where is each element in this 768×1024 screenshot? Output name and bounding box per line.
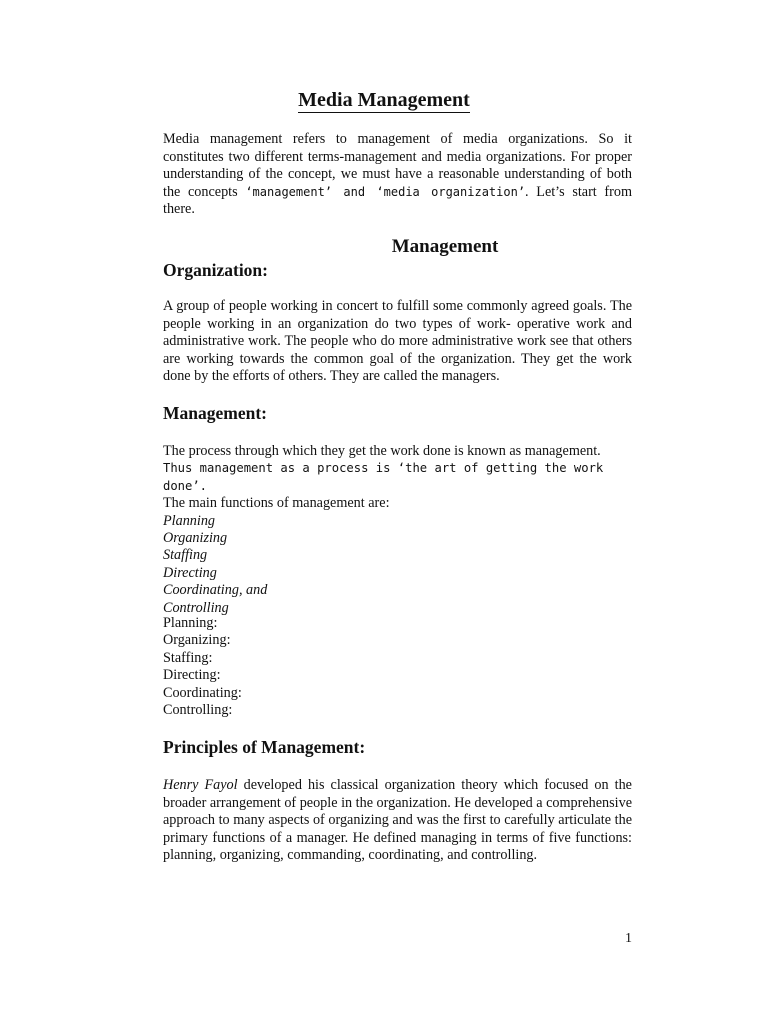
author-name: Henry Fayol (163, 777, 238, 793)
list-item: Controlling (163, 599, 229, 616)
page-number: 1 (625, 931, 632, 946)
management-body (163, 443, 632, 617)
management-line-3: The main functions of management are: (163, 495, 390, 512)
list-item: Controlling: (163, 702, 233, 719)
list-item: Directing (163, 564, 217, 581)
management-section-heading: Management (391, 236, 499, 257)
functions-italic-list (163, 513, 632, 617)
list-item: Staffing (163, 547, 208, 564)
principles-heading: Principles of Management: (163, 737, 366, 757)
list-item: Organizing (163, 530, 228, 547)
intro-paragraph: Media management refers to management of media organizations. So it constitutes two different terms-management and media organizations. For proper understanding of the concept, we must have a reasonable understanding of both the concepts ‘management’ and ‘media organization’. Let’s start from there. (163, 131, 632, 218)
organization-paragraph: A group of people working in concert to fulfill some commonly agreed goals. The people working in an organization do two types of work- operative work and administrative work. The people who do more administrative work see that others are working towards the common goal of the organization. They get the work done by the efforts of others. They are called the managers. (163, 298, 632, 385)
list-item: Staffing: (163, 649, 213, 666)
principles-paragraph: Henry Fayol developed his classical organization theory which focused on the broader arrangement of people in the organization. He developed a comprehensive approach to many aspects of organizing and was the first to carefully articulate the primary functions of a manager. He defined managing in terms of five functions: planning, organizing, commanding, coordinating, and controlling. (163, 777, 632, 864)
organization-heading: Organization: (163, 260, 268, 280)
functions-plain-list (163, 615, 632, 719)
list-item: Coordinating: (163, 684, 242, 701)
management-heading: Management: (163, 403, 268, 423)
list-item: Organizing: (163, 632, 231, 649)
management-line-1: The process through which they get the work done is known as management. (163, 443, 601, 459)
list-item: Directing: (163, 667, 221, 684)
management-line-2: Thus management as a process is ‘the art of getting the work done’. (163, 461, 604, 493)
page-title: Media Management (298, 89, 470, 111)
list-item: Planning (163, 512, 216, 529)
list-item: Planning: (163, 615, 218, 631)
list-item: Coordinating, and (163, 582, 268, 599)
